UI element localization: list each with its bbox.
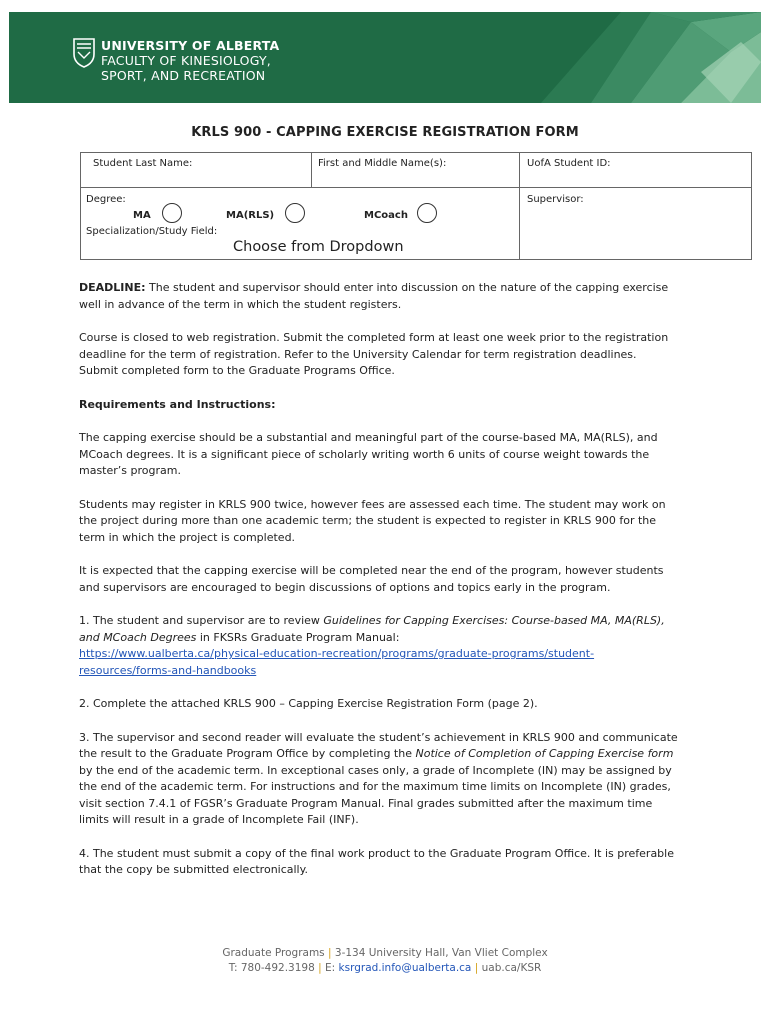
deadline-label: DEADLINE: [79,281,146,294]
requirements-paragraph-1: The capping exercise should be a substantial and meaningful part of the course-based MA, MA(RLS), and MCoach degrees. It is a significant piece of scholarly writing worth 6 units of course weight towards the master’s program. [79,431,658,477]
forms-handbooks-link[interactable]: https://www.ualberta.ca/physical-education-recreation/programs/graduate-programs/student-resources/forms-and-handbooks [79,647,595,677]
degree-label: Degree: [86,194,126,205]
last-name-label: Student Last Name: [93,158,193,169]
faculty-name-line2: SPORT, AND RECREATION [101,68,266,83]
divider-v1 [311,153,312,187]
footer-phone: T: 780-492.3198 [228,962,315,974]
item3-prefix: 3. The supervisor and second reader will evaluate the student’s achievement in KRLS 900 and communicate the result to the Graduate Program Office by completing the [79,730,678,760]
footer-office: Graduate Programs [222,947,325,959]
footer-separator: | [318,962,322,974]
student-id-label: UofA Student ID: [527,158,611,169]
page-footer [0,946,770,976]
footer-address: 3-134 University Hall, Van Vliet Complex [334,947,548,959]
requirements-paragraph-3: It is expected that the capping exercise will be completed near the end of the program, however students and supervisors are encouraged to begin discussions of options and topics early in the program. [79,564,664,594]
deadline-paragraph [79,280,679,313]
closed-registration-paragraph: Course is closed to web registration. Submit the completed form at least one week prior to the registration deadline for the term of registration. Refer to the University Calendar for term registration deadlines. Submit completed form to the Graduate Programs Office. [79,331,669,377]
footer-separator: | [474,962,479,974]
degree-option-marls-radio[interactable] [285,203,305,223]
footer-line-2 [0,961,770,976]
guidelines-title: Guidelines for Capping Exercises: Course-based MA, MA(RLS), and MCoach Degrees [79,614,665,644]
document-title: KRLS 900 - CAPPING EXERCISE REGISTRATION FORM [191,125,579,140]
specialization-label: Specialization/Study Field: [86,226,218,237]
item3-suffix: by the end of the academic term. In exceptional cases only, a grade of Incomplete (IN) may be assigned by the end of the academic term. For instructions and for the maximum time limits on Incomplete (IN) grades, visit section 7.4.1 of FGSR’s Graduate Program Manual. Final grades submitted after the maximum time limits will result in a grade of Incomplete Fail (INF). [79,763,672,826]
instruction-item-4: 4. The student must submit a copy of the final work product to the Graduate Program Office. It is preferable that the copy be submitted electronically. [79,846,674,876]
completion-form-title: Notice of Completion of Capping Exercise form [415,747,674,760]
item1-suffix: in FKSRs Graduate Program Manual: [196,630,400,644]
requirements-paragraph-2: Students may register in KRLS 900 twice, however fees are assessed each time. The student may work on the project during more than one academic term; the student is expected to register in KRLS 900 for the term in which the project is completed. [79,497,666,544]
instructions-body [79,280,679,896]
footer-email-label: E: [325,962,336,974]
deadline-text: The student and supervisor should enter into discussion on the nature of the capping exercise well in advance of the term in which the student registers. [79,281,669,311]
degree-option-marls-label: MA(RLS) [226,210,275,221]
degree-option-ma-label: MA [133,210,151,221]
supervisor-label: Supervisor: [527,194,584,205]
footer-separator: | [328,947,332,959]
degree-option-mcoach-label: MCoach [364,210,408,221]
footer-email-link[interactable]: ksrgrad.info@ualberta.ca [338,962,472,974]
page-header [9,12,761,103]
first-name-label: First and Middle Name(s): [318,158,447,169]
specialization-dropdown[interactable]: Choose from Dropdown [233,239,404,255]
instruction-item-1 [79,613,679,679]
university-name: UNIVERSITY OF ALBERTA [101,38,280,53]
university-crest-icon [73,38,95,68]
footer-web[interactable]: uab.ca/KSR [481,962,542,974]
university-logo [73,38,279,83]
instruction-item-2: 2. Complete the attached KRLS 900 – Capping Exercise Registration Form (page 2). [79,697,538,710]
degree-option-ma-radio[interactable] [162,203,182,223]
item1-prefix: 1. The student and supervisor are to review [79,614,324,627]
divider-h1 [81,187,751,188]
footer-line-1 [0,946,770,961]
divider-h2 [519,259,751,260]
faculty-name-line1: FACULTY OF KINESIOLOGY, [101,53,271,68]
instruction-item-3 [79,730,679,829]
requirements-heading: Requirements and Instructions: [79,397,276,411]
decorative-polygon-pattern [501,12,761,103]
registration-form-table [80,152,752,260]
degree-option-mcoach-radio[interactable] [417,203,437,223]
